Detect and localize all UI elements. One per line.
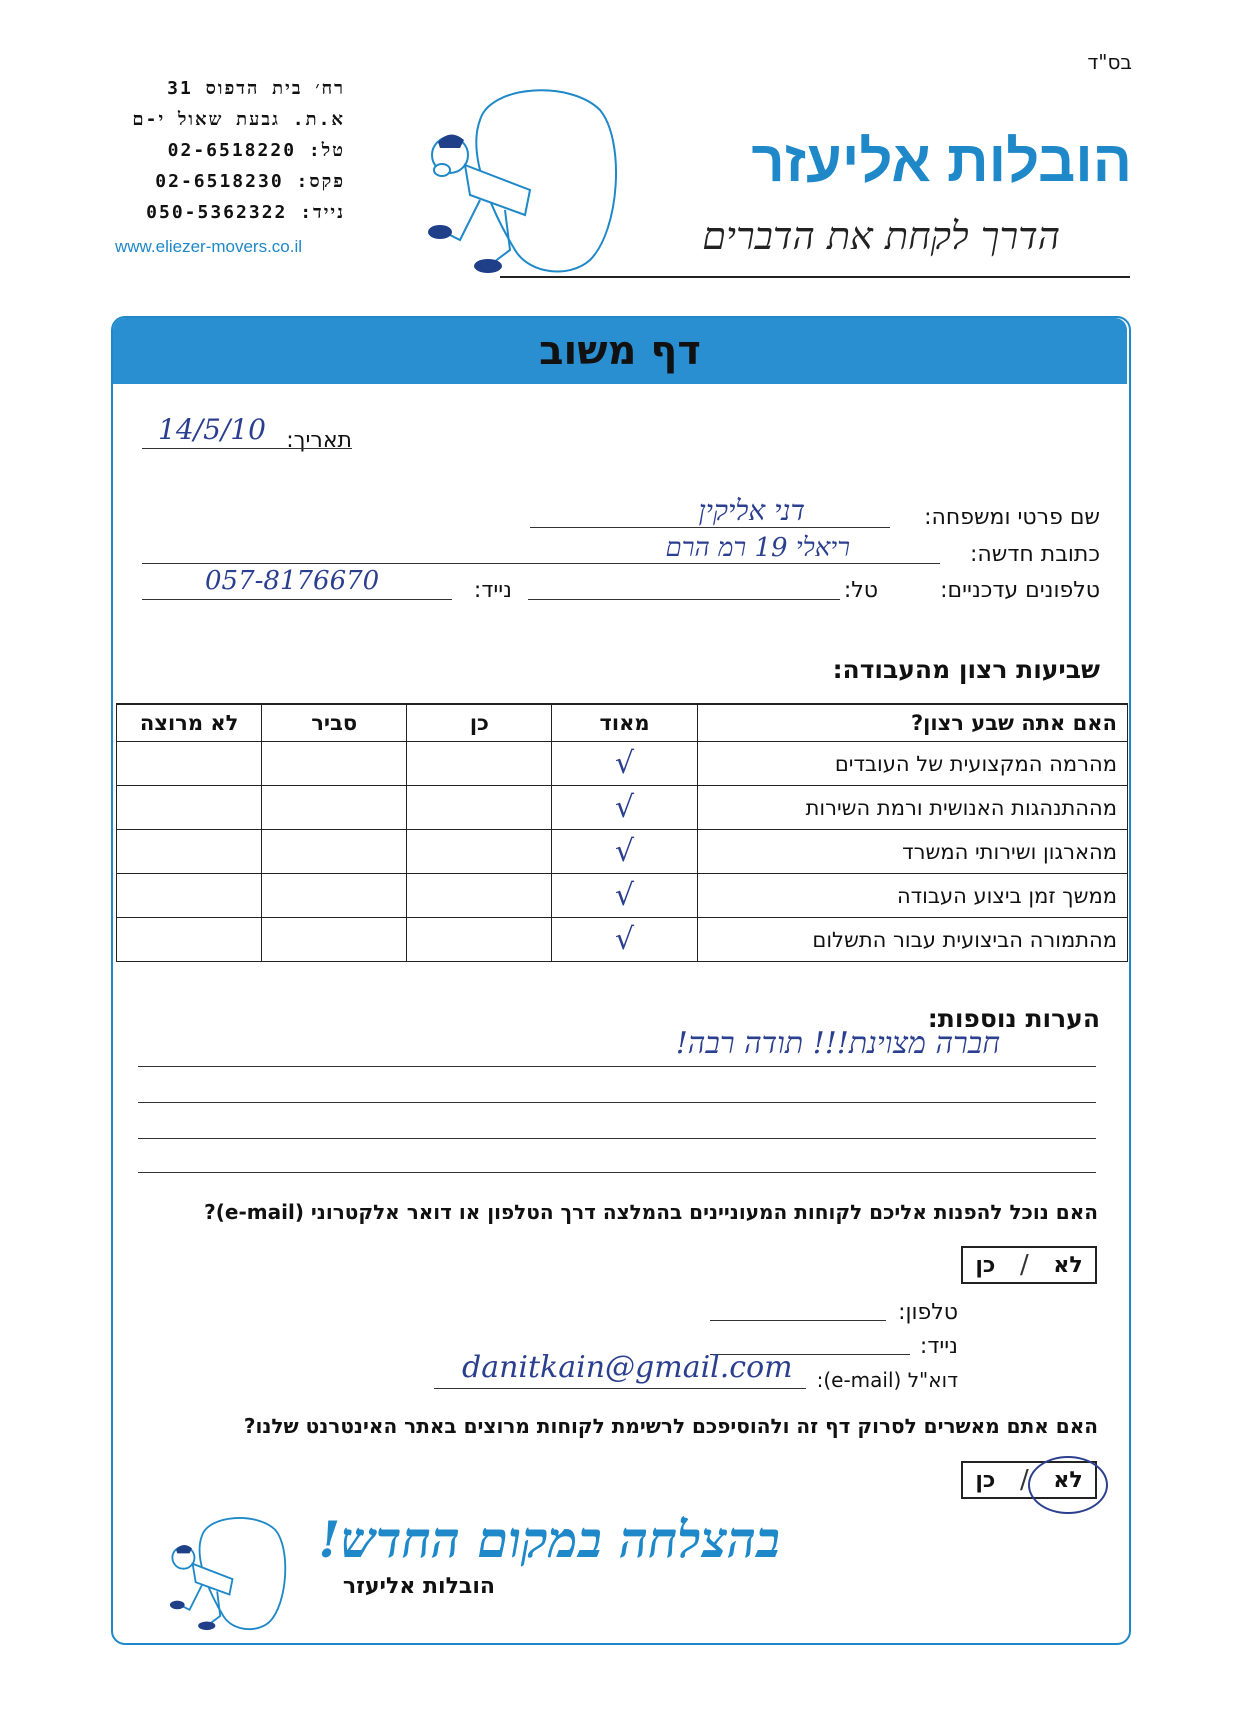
checkmark-icon: √ (615, 746, 635, 781)
website-link[interactable]: www.eliezer-movers.co.il (115, 237, 303, 256)
rating-cell-fair[interactable] (262, 918, 407, 962)
rating-cell-very[interactable] (552, 742, 697, 786)
checkmark-icon: √ (615, 790, 635, 825)
yes-option[interactable]: כן (975, 1252, 996, 1278)
row-label: ממשך זמן ביצוע העבודה (697, 874, 1127, 918)
address-line-field (142, 563, 940, 564)
comment-line (138, 1066, 1096, 1067)
address-line: פקס: 02-6518230 (155, 171, 345, 192)
rating-cell-unhappy[interactable] (117, 786, 262, 830)
comment-line (138, 1138, 1096, 1139)
table-row (117, 918, 1128, 962)
name-label: שם פרטי ומשפחה: (924, 505, 1100, 530)
rating-cell-yes[interactable] (407, 918, 552, 962)
rating-cell-unhappy[interactable] (117, 742, 262, 786)
column-header: סביר (262, 704, 407, 742)
contact-phone-label: טלפון: (898, 1300, 958, 1325)
rating-cell-fair[interactable] (262, 742, 407, 786)
contact-question: האם נוכל להפנות אליכם לקוחות המעוניינים בהמלצה דרך הטלפון או דואר אלקטרוני (e-mail)? (204, 1200, 1098, 1224)
address-line: טל: 02-6518220 (167, 140, 345, 161)
divider-slash: / (1019, 1250, 1029, 1280)
checkmark-icon: √ (615, 878, 635, 913)
row-label: מהתמורה הביצועית עבור התשלום (697, 918, 1127, 962)
address-line: רח׳ בית הדפוס 31 (167, 78, 345, 99)
column-header: האם אתה שבע רצון? (697, 704, 1127, 742)
contact-mobile-label: נייד: (919, 1334, 958, 1359)
rating-cell-unhappy[interactable] (117, 874, 262, 918)
rating-cell-yes[interactable] (407, 830, 552, 874)
checkmark-icon: √ (615, 834, 635, 869)
rating-cell-very[interactable] (552, 786, 697, 830)
date-line (142, 448, 352, 449)
tel-label: טל: (843, 578, 878, 603)
good-luck-message: בהצלחה במקום החדש! (318, 1510, 780, 1569)
rating-cell-fair[interactable] (262, 874, 407, 918)
rating-cell-fair[interactable] (262, 830, 407, 874)
contact-email-line (434, 1388, 806, 1389)
rating-cell-unhappy[interactable] (117, 830, 262, 874)
mover-mascot-icon (165, 1508, 300, 1638)
table-header-row (117, 704, 1128, 742)
bsd-mark: בס"ד (1087, 50, 1132, 74)
row-label: מהרמה המקצועית של העובדים (697, 742, 1127, 786)
no-option[interactable]: לא (1053, 1467, 1083, 1493)
comment-line (138, 1172, 1096, 1173)
address-value[interactable]: ריאלי 19 רמ הרם (665, 533, 850, 563)
phones-label: טלפונים עדכניים: (940, 578, 1100, 603)
table-row (117, 786, 1128, 830)
column-header: מאוד (552, 704, 697, 742)
mobile-value[interactable]: 057-8176670 (205, 566, 380, 596)
contact-email-label: דוא"ל (e-mail): (816, 1368, 958, 1392)
form-title: דף משוב (539, 328, 701, 374)
contact-email-value[interactable]: danitkain@gmail.com (462, 1350, 793, 1385)
contact-phone-line (710, 1320, 886, 1321)
mobile-line (142, 599, 452, 600)
company-address (115, 73, 345, 228)
tel-line (528, 599, 840, 600)
address-line: א.ת. גבעת שאול י-ם (132, 109, 345, 130)
table-row (117, 874, 1128, 918)
circled-answer-mark (1028, 1456, 1108, 1514)
table-row (117, 830, 1128, 874)
footer-brand: הובלות אליעזר (342, 1574, 495, 1599)
satisfaction-table (116, 703, 1128, 962)
mobile-label: נייד: (473, 578, 512, 603)
rating-cell-unhappy[interactable] (117, 918, 262, 962)
column-header: כן (407, 704, 552, 742)
divider-slash: / (1019, 1465, 1029, 1495)
rating-cell-very[interactable] (552, 874, 697, 918)
brand-name: הובלות אליעזר (751, 129, 1132, 194)
contact-yes-no-box[interactable] (961, 1246, 1097, 1284)
name-value[interactable]: דני אליקין (698, 494, 805, 527)
header-divider (500, 276, 1130, 278)
rating-cell-yes[interactable] (407, 874, 552, 918)
row-label: מההתנהגות האנושית ורמת השירות (697, 786, 1127, 830)
comments-heading: הערות נוספות: (927, 1004, 1100, 1033)
comments-text[interactable]: חברה מצוינת!!! תודה רבה! (675, 1026, 1000, 1061)
mover-mascot-icon (420, 80, 640, 280)
table-row (117, 742, 1128, 786)
comment-line (138, 1102, 1096, 1103)
rating-cell-yes[interactable] (407, 742, 552, 786)
rating-cell-very[interactable] (552, 918, 697, 962)
brand-slogan: הדרך לקחת את הדברים (702, 214, 1060, 258)
new-address-label: כתובת חדשה: (969, 542, 1100, 567)
date-value[interactable]: 14/5/10 (158, 413, 266, 446)
rating-cell-yes[interactable] (407, 786, 552, 830)
no-option[interactable]: לא (1053, 1252, 1083, 1278)
rating-cell-very[interactable] (552, 830, 697, 874)
checkmark-icon: √ (615, 922, 635, 957)
column-header: לא מרוצה (117, 704, 262, 742)
yes-option[interactable]: כן (975, 1467, 996, 1493)
row-label: מהארגון ושירותי המשרד (697, 830, 1127, 874)
address-line: נייד: 050-5362322 (146, 202, 345, 223)
scan-question: האם אתם מאשרים לסרוק דף זה ולהוסיפכם לרשימת לקוחות מרוצים באתר האינטרנט שלנו? (243, 1414, 1098, 1438)
satisfaction-heading: שביעות רצון מהעבודה: (832, 655, 1100, 684)
date-label: תאריך: (286, 428, 352, 453)
rating-cell-fair[interactable] (262, 786, 407, 830)
